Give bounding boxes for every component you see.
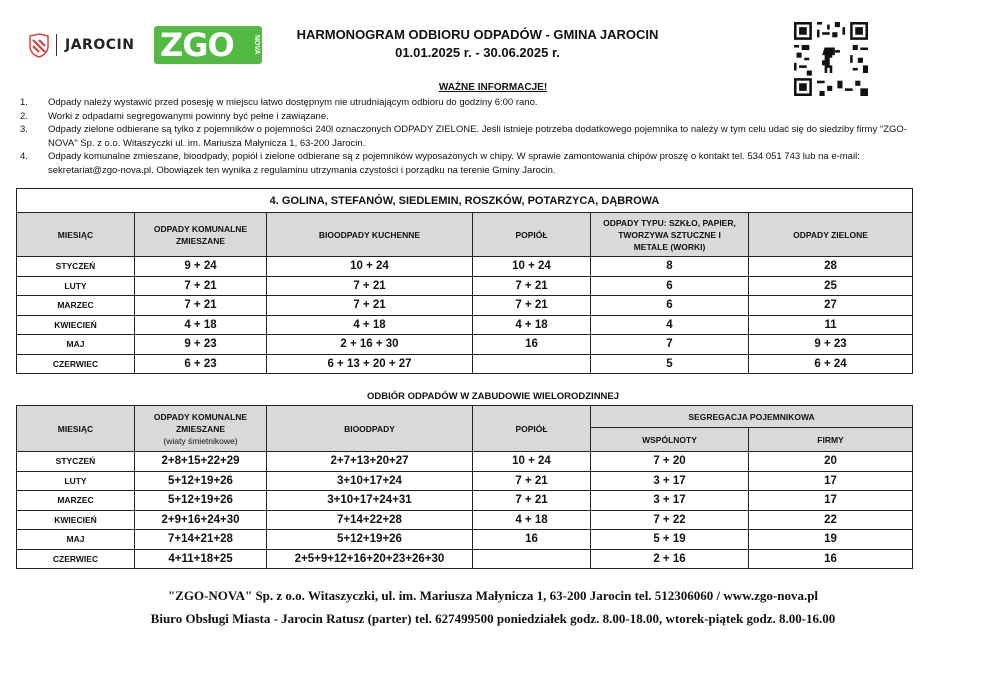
list-item [20,110,920,124]
mixed-cell: 2+8+15+22+29 [135,452,267,472]
month-cell: MAJ [17,335,135,355]
list-item [20,123,920,150]
mixed-cell: 7+14+21+28 [135,530,267,550]
table-row [17,530,913,550]
table-row [17,257,913,277]
mixed-cell: 9 + 24 [135,257,267,277]
bio-cell: 5+12+19+26 [267,530,473,550]
month-cell: STYCZEŃ [17,452,135,472]
logo-divider [56,34,57,56]
column-header-month: MIESIĄC [17,213,135,257]
schedule-table-area-4 [16,188,913,374]
ash-cell: 7 + 21 [473,491,591,511]
column-header-line: ODPADY KOMUNALNE [153,411,248,422]
month-cell: KWIECIEŃ [17,315,135,335]
column-header-line: ZMIESZANE [175,423,226,434]
column-header-line: ODPADY KOMUNALNE [153,223,248,234]
green-cell: 11 [749,315,913,335]
shared-cell: 7 + 22 [591,510,749,530]
month-cell: LUTY [17,471,135,491]
list-item-number: 3. [20,124,28,135]
ash-cell [473,354,591,374]
page-title [250,26,705,62]
mixed-cell: 2+9+16+24+30 [135,510,267,530]
ash-cell: 16 [473,335,591,355]
column-header-green: ODPADY ZIELONE [749,213,913,257]
mixed-cell: 7 + 21 [135,296,267,316]
footer-office-hours: Biuro Obsługi Miasta - Jarocin Ratusz (parter) tel. 627499500 poniedziałek godz. 8.00-18.00, wtorek-piątek godz. 8.00-16.00 [150,611,836,626]
recyclables-cell: 5 [591,354,749,374]
notice-heading: WAŻNE INFORMACJE! [438,82,548,93]
ash-cell [473,549,591,569]
list-item [20,150,920,177]
table-row [17,315,913,335]
firms-cell: 16 [749,549,913,569]
column-header-firms: FIRMY [749,428,913,452]
bio-cell: 6 + 13 + 20 + 27 [267,354,473,374]
list-item-number: 2. [20,110,28,122]
table-row [17,471,913,491]
jarocin-crest-icon [28,32,50,58]
column-header-line: (wiaty śmietnikowe) [163,435,238,446]
green-cell: 9 + 23 [749,335,913,355]
month-cell: LUTY [17,276,135,296]
column-header-ash: POPIÓŁ [473,406,591,452]
page-title-dates: 01.01.2025 r. - 30.06.2025 r. [395,45,560,60]
green-cell: 25 [749,276,913,296]
firms-cell: 20 [749,452,913,472]
column-header-line: METALE (WORKI) [633,241,706,252]
shared-cell: 3 + 17 [591,471,749,491]
column-header-recyclables [591,213,749,257]
ash-cell: 7 + 21 [473,276,591,296]
month-cell: CZERWIEC [17,549,135,569]
column-header-line: ZMIESZANE [175,235,226,246]
column-header-line: TWORZYWA SZTUCZNE I [618,229,721,240]
month-cell: MARZEC [17,491,135,511]
list-item-text: Odpady zielone odbierane są tylko z pojemników o pojemności 240l oznaczonych ODPADY ZIELONE. Jeśli istnieje potrzeba dodatkowego pojemnika to należy w tym celu udać się do siedziby firmy "ZGO-NOVA" Sp. z o.o. Witaszyczki ul. im. Mariusza Małynicza 1, 63-200 Jarocin. [48,124,907,149]
ash-cell: 7 + 21 [473,471,591,491]
zgo-nova-logo [154,26,262,64]
column-header-mixed [135,213,267,257]
table-title: 4. GOLINA, STEFANÓW, SIEDLEMIN, ROSZKÓW, POTARZYCA, DĄBROWA [17,189,913,213]
bio-cell: 10 + 24 [267,257,473,277]
column-header-month: MIESIĄC [17,406,135,452]
column-header-ash: POPIÓŁ [473,213,591,257]
month-cell: KWIECIEŃ [17,510,135,530]
column-header-mixed [135,406,267,452]
month-cell: CZERWIEC [17,354,135,374]
recyclables-cell: 8 [591,257,749,277]
column-header-bio: BIOODPADY KUCHENNE [267,213,473,257]
mixed-cell: 5+12+19+26 [135,491,267,511]
mixed-cell: 7 + 21 [135,276,267,296]
green-cell: 27 [749,296,913,316]
jarocin-logo-text: JAROCIN [65,37,135,53]
list-item-number: 1. [20,97,28,108]
shared-cell: 5 + 19 [591,530,749,550]
column-header-segregation: SEGREGACJA POJEMNIKOWA [591,406,913,428]
month-cell: MAJ [17,530,135,550]
shared-cell: 3 + 17 [591,491,749,511]
mixed-cell: 6 + 23 [135,354,267,374]
schedule-table-multifamily [16,405,913,569]
bio-cell: 3+10+17+24 [267,471,473,491]
section-heading-multifamily: ODBIÓR ODPADÓW W ZABUDOWIE WIELORODZINNEJ [366,391,620,402]
mixed-cell: 9 + 23 [135,335,267,355]
firms-cell: 19 [749,530,913,550]
list-item-text: Odpady komunalne zmieszane, bioodpady, popiół i zielone odbierane są z pojemników wyposażonych w chipy. W sprawie zamontowania chipów proszę o kontakt tel. 534 051 743 lub na e-mail: sekretariat@zgo-nova.pl. Obowiązek ten wynika z regulaminu utrzymania czystości i porządku na terenie Gminy Jarocin. [48,151,860,176]
table-row [17,296,913,316]
shared-cell: 2 + 16 [591,549,749,569]
table-row [17,510,913,530]
ash-cell: 10 + 24 [473,452,591,472]
mixed-cell: 5+12+19+26 [135,471,267,491]
page-title-line1: HARMONOGRAM ODBIORU ODPADÓW - GMINA JAROCIN [296,27,659,42]
bio-cell: 7 + 21 [267,296,473,316]
firms-cell: 17 [749,491,913,511]
ash-cell: 4 + 18 [473,510,591,530]
ash-cell: 10 + 24 [473,257,591,277]
column-header-shared: WSPÓLNOTY [591,428,749,452]
green-cell: 28 [749,257,913,277]
month-cell: MARZEC [17,296,135,316]
recyclables-cell: 6 [591,276,749,296]
bio-cell: 2+5+9+12+16+20+23+26+30 [267,549,473,569]
mixed-cell: 4+11+18+25 [135,549,267,569]
ash-cell: 16 [473,530,591,550]
ash-cell: 7 + 21 [473,296,591,316]
month-cell: STYCZEŃ [17,257,135,277]
mixed-cell: 4 + 18 [135,315,267,335]
zgo-logo-side-text: NOVA [253,35,260,55]
column-header-bio: BIOODPADY [267,406,473,452]
firms-cell: 22 [749,510,913,530]
bio-cell: 7+14+22+28 [267,510,473,530]
table-row [17,549,913,569]
list-item-text: Worki z odpadami segregowanymi powinny być pełne i zawiązane. [48,110,329,122]
recyclables-cell: 4 [591,315,749,335]
list-item-text: Odpady należy wystawić przed posesję w miejscu łatwo dostępnym nie utrudniającym odbioru do godziny 6:00 rano. [48,97,538,108]
green-cell: 6 + 24 [749,354,913,374]
bio-cell: 4 + 18 [267,315,473,335]
bio-cell: 7 + 21 [267,276,473,296]
column-header-line: ODPADY TYPU: SZKŁO, PAPIER, [603,217,736,228]
footer-company-info: "ZGO-NOVA" Sp. z o.o. Witaszyczki, ul. im. Mariusza Małynicza 1, 63-200 Jarocin tel. 512306060 / www.zgo-nova.pl [167,588,819,603]
list-item-number: 4. [20,151,28,162]
zgo-logo-text: ZGO [160,26,234,64]
firms-cell: 17 [749,471,913,491]
table-row [17,276,913,296]
table-row [17,354,913,374]
bio-cell: 2+7+13+20+27 [267,452,473,472]
ash-cell: 4 + 18 [473,315,591,335]
recyclables-cell: 7 [591,335,749,355]
jarocin-logo [28,30,134,60]
list-item [20,96,920,110]
recyclables-cell: 6 [591,296,749,316]
shared-cell: 7 + 20 [591,452,749,472]
table-row [17,452,913,472]
table-row [17,491,913,511]
bio-cell: 2 + 16 + 30 [267,335,473,355]
table-row [17,335,913,355]
notice-list [20,96,920,177]
bio-cell: 3+10+17+24+31 [267,491,473,511]
